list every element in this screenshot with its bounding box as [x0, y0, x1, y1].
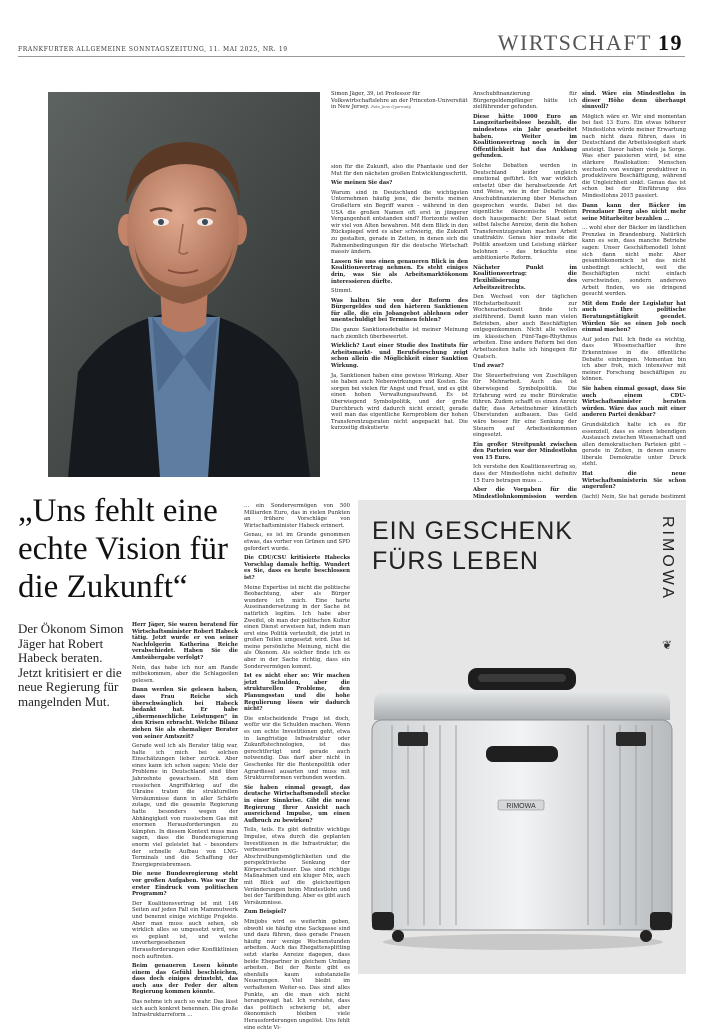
- interview-question: Dann werden Sie gelesen haben, dass Frau Reiche sich überschwänglich bei Habeck bedankt hat. Er habe „übermenschliche Leistungen“ in den Krisen erbracht. Welche Bilanz ziehen Sie als ehemaliger Berater von seiner Amtszeit?: [132, 687, 238, 740]
- interview-question: Mit dem Ende der Legislatur hat auch Ihre politische Beratungstätigkeit geendet. Würden Sie so einen Job noch einmal machen?: [582, 300, 686, 334]
- header-rule: [18, 56, 685, 57]
- interview-answer: Warum sind in Deutschland die wichtigsten Unternehmen häufig jene, die bereits meinen Großeltern ein Begriff waren – während in den USA die großen Namen oft erst in jüngerer Vergangenheit entstanden sind? Horizonte wollen wir viel von Alten bewahren. Mit dem Blick in den Rückspiegel wird es aber schwierig, die Zukunft zu gestalten, gerade in Zeiten, in denen sich die Rahmenbedingungen für die deutsche Wirtschaft massiv ändern.: [331, 189, 468, 256]
- caption-text: Simon Jäger, 39, ist Professor für Volkswirtschaftslehre an der Princeton-Universität in New Jersey.: [331, 91, 468, 111]
- interview-answer: (lacht) Nein, Sie hat gerade bestimmt: [582, 493, 686, 500]
- interview-answer: Auf jeden Fall. Ich finde es wichtig, dass Wissenschaftler ihre Erkenntnisse in die öffentliche Debatte einbringen. Momentan bin ich aber froh, mich intensiver mit meiner Forschung beschäftigen zu können.: [582, 336, 686, 383]
- article-column-4: [582, 91, 686, 533]
- interview-answer: Solche Debatten werden in Deutschland leider ungleich emotional geführt. Ich war wirklich entsetzt über die herabsetzende Art und Weise, wie in der Debatte zur Anschubfinanzierung über Menschen gesprochen wurde. Dabei ist das eigentliche ökonomische Problem doch hausgemacht: Der Staat setzt selbst falsche Anreize, denn die hohen Transferentzugsraten machen Arbeit unattraktiv. Genau hier müsste die Politik ansetzen und Leistung stärker belohnen – das bräuchte eine ambitionierte Reform.: [473, 162, 577, 262]
- interview-answer: Stimmt.: [331, 288, 353, 295]
- interview-question: Sie haben einmal gesagt, das deutsche Wirtschaftsmodell stecke in einer Sinnkrise. Gibt die neue Regierung Ihrer Ansicht nach ausreichend Impulse, um einen Aufbruch zu bewirken?: [244, 784, 350, 824]
- interview-answer: Möglich wäre er. Wir sind momentan bei fast 13 Euro. Ein etwas höherer Mindestlohn würde meiner Erwartung nach nicht dazu führen, dass in Deutschland die Arbeitslosigkeit stark ansteigt. Davor haben viele ja Sorge. Was eher passieren wird, ist eine stärkere Reallokation: Menschen wechseln von weniger produktiver in produktivere Beschäftigung, während die Ungleichheit sinkt. Genau das ist schon bei der Einführung des Mindestlohns 2015 passiert.: [582, 113, 686, 199]
- headline: „Uns fehlt eine echte Vision für die Zukunft“: [18, 493, 229, 605]
- article-column-b2: [244, 503, 350, 1034]
- interview-answer: Ich verstehe den Koalitionsvertrag so, dass der Mindestlohn nicht definitiv 15 Euro betragen muss …: [473, 464, 577, 484]
- interview-question: Dann kann der Bäcker im Prenzlauer Berg also nicht mehr seine Mitarbeiter bezahlen …: [582, 202, 686, 222]
- ad-title-line-2: FÜRS LEBEN: [372, 547, 539, 575]
- interview-answer: Die entscheidende Frage ist doch, wofür wir die Schulden machen. Wenn es um echte Investitionen geht, etwa in langfristige Infrastruktur oder Zukunftstechnologien, ist das gerechtfertigt und gerade auch notwendig. Das darf aber nicht in Geschenke für die Rentenpolitik oder Agrardiesel ausarten und muss mit Strukturreformen verbunden werden.: [244, 715, 350, 782]
- interview-question: Nächster Punkt im Koalitionsvertrag: die Flexibilisierung des Arbeitszeitrechts.: [473, 264, 577, 291]
- intro-teaser: Der Ökonom Simon Jäger hat Robert Habeck beraten. Jetzt kritisiert er die neue Regierung für mangelnden Mut.: [18, 621, 124, 709]
- ad-title: [372, 516, 573, 576]
- interview-answer: Ja, Sanktionen haben eine gewisse Wirkung. Aber sie haben auch Nebenwirkungen und Kosten. Sie sorgen bei vielen für Angst und Frust, und es gibt einen hohen Verwaltungsaufwand. Es ist überwiegend Symbolpolitik, und der große Durchbruch wird dadurch nicht erzielt, gerade weil man das eigentliche Kernproblem der hohen Transferentzugsraten nicht angepackt hat. Die kurzzeitig diskutierte: [331, 372, 468, 432]
- interview-question: Wie meinen Sie das?: [331, 180, 393, 187]
- interview-answer: … wohl eher der Bäcker im ländlichen Prenzlau in Brandenburg. Natürlich kann es sein, dass manche Betriebe sagen: Unser Geschäftsmodell lohnt sich dann nicht mehr. Aber gesamtökonomisch ist das nicht unbedingt schlecht, weil die Beschäftigten nicht einfach verschwinden, sondern anderswo Arbeit finden, wo sie dringend gesucht werden.: [582, 225, 686, 298]
- interview-question: Die neue Bundesregierung steht vor großen Aufgaben. Was war Ihr erster Eindruck vom politischen Programm?: [132, 871, 238, 898]
- interview-question: Ist es nicht eher so: Wir machen jetzt Schulden, aber die strukturellen Probleme, den Planungsstau und die hohe Regulierung lösen wir dadurch nicht?: [244, 673, 350, 713]
- interview-answer: Gerade weil ich als Berater tätig war, halte ich mich bei solchen Einschätzungen lieber zurück. Aber eines kann ich schon sagen: Viele der Probleme in Deutschland sind über Jahrzehnte gewachsen. Mit dem russischen Angriffskrieg auf die Ukraine traten die strukturellen Versäumnisse dann in aller Schärfe zutage, und die gesamte Regierung hatte besonders wegen der Abhängigkeit von russischem Gas mit enormen Herausforderungen zu kämpfen. In diesem Kontext muss man sagen, dass die Bundesregierung enorm viel geleistet hat – besonders der schnelle Aufbau von LNG-Terminals und die Schaffung der Energiepreisbremsen.: [132, 743, 238, 868]
- interview-question: Sie haben einmal gesagt, dass Sie auch einem CDU-Wirtschaftsminister beraten würden. Wäre das auch mit einer anderen Partei denkbar?: [582, 385, 686, 419]
- suitcase-brand-label: RIMOWA: [506, 803, 536, 810]
- interview-answer: Der Koalitionsvertrag ist mit 146 Seiten auf jeden Fall ein Mammutwerk und benennt einige wichtige Projekte. Aber man muss auch sehen, ob wirklich alles so umgesetzt wird, wie es geplant ist, und welche unvorhergesehenen Herausforderungen oder Konfliktlinien noch auftreten.: [132, 900, 238, 960]
- interview-question: Und zwar?: [473, 363, 504, 370]
- interview-question: Beim genaueren Lesen könnte einem das Gefühl beschleichen, dass doch einiges drinsteht, das auch aus der Feder der alten Regierung kommen könnte.: [132, 963, 238, 996]
- article-column-b1: [132, 622, 238, 1022]
- interview-answer: Nein, das habe ich nur am Rande mitbekommen, aber die Schlagzeilen gelesen.: [132, 664, 238, 684]
- interview-answer: Grundsätzlich halte ich es für essenziell, dass es einen lebendigen Austausch zwischen Wissenschaft und allen demokratischen Parteien gibt – gerade in Zeiten, in denen unsere liberale Demokratie unter Druck steht.: [582, 421, 686, 468]
- interview-question: Ein großer Streitpunkt zwischen den Parteien war der Mindestlohn von 15 Euro.: [473, 441, 577, 461]
- interview-answer: Teils, teils. Es gibt definitiv wichtige Impulse, etwa durch die geplanten Investitionen in die Infrastruktur, die verbesserten Abschreibungsmöglichkeiten und die perspektivische Senkung der Körperschaftsteuer. Das sind richtige Maßnahmen und ein kluger Mix, auch mit Blick auf die gleichzeitigen Veränderungen beim Mindestlohn und bei der Tarifbindung. Aber es gibt auch Versäumnisse.: [244, 827, 350, 906]
- interview-question: Lassen Sie uns einen genaueren Blick in den Koalitionsvertrag nehmen. Es steht einiges drin, was Sie als Arbeitsmarktökonom interessieren dürfte.: [331, 258, 468, 285]
- article-column-3: [473, 91, 577, 517]
- article-column-2: [331, 164, 468, 435]
- interview-answer: Genau, es ist im Grunde genommen etwas, das vorher von Grünen und SPD gefordert wurde.: [244, 532, 350, 552]
- interview-question: Hat die neue Wirtschaftsministerin Sie schon angerufen?: [582, 471, 686, 491]
- rimowa-logo-icon: ❦: [661, 638, 672, 652]
- photo-caption: [331, 91, 468, 111]
- ad-title-line-1: EIN GESCHENK: [372, 517, 573, 545]
- interview-question: Die CDU/CSU kritisierte Habecks Vorschlag damals heftig. Wundert es Sie, dass es heute beschlossen ist?: [244, 555, 350, 581]
- section-name: WIRTSCHAFT: [497, 30, 652, 55]
- photo-credit: Foto Jens Gyarmaty: [371, 104, 412, 110]
- interview-answer: Minijobs wird es weiterhin geben, obwohl sie häufig eine Sackgasse sind und dazu führen, dass gerade Frauen häufig nur wenige Wochenstunden arbeiten. Auch das Ehegattensplitting setzt starke Anreize dagegen, dass beide Ehepartner in gleichem Umfang arbeiten. Bei der Rente gibt es ebenfalls kaum substanzielle Neuerungen. Viel bleibt im verhaltenen Weiter-so. Das sind alles Punkte, an die man sich nicht herangewagt hat. Ich verstehe, dass das politisch schwierig ist, aber ökonomisch bleiben viele Herausforderungen ungelöst. Uns fehlt eine echte Vi-: [244, 919, 350, 1031]
- ad-brand-name: RIMOWA: [659, 516, 676, 601]
- section-title: [498, 30, 683, 56]
- interview-answer: Die Steuerbefreiung von Zuschlägen für Mehrarbeit. Auch das ist überwiegend Symbolpolitik. Die Erfahrung wird zu mehr Bürokratie führen. Zudem schafft es einen Anreiz dafür, dass Arbeitnehmer künstlich Überstunden aufbauen. Das Geld wäre besser für eine Senkung der Steuern auf Arbeitseinkommen eingesetzt.: [473, 372, 577, 439]
- interview-answer: Den Wechsel von der täglichen Höchstarbeitszeit zur Wochenarbeitszeit finde ich zielführend. Damit kann man vielen Betrieben, aber auch Beschäftigten entgegenkommen. Nicht alle wollen im klassischen Fünf-Tage-Rhythmus arbeiten. Eine andere Reform bei den Arbeitszeiten halte ich hingegen für Quatsch.: [473, 294, 577, 360]
- interview-question: Diese hätte 1000 Euro an Langzeitarbeitslose bezahlt, die mindestens ein Jahr gearbeitet haben. Weiter im Koalitionsvertrag noch in der Öffentlichkeit hat das Anklang gefunden.: [473, 113, 577, 160]
- interview-answer: Meine Expertise ist nicht die politische Beobachtung, aber als Bürger wundere ich mich. Eine harte Auseinandersetzung in der Sache ist natürlich legitim. Ich habe aber Zweifel, ob man der politischen Kultur einen Dienst erweisen hat, indem man erst eine Politik verteufelt, die jetzt in großen Teilen umgesetzt wird. Das ist meine persönliche Meinung, nicht die als Ökonom. Als solcher finde ich es aber in der Sache richtig, dass ein Sondervermögen kommt.: [244, 584, 350, 670]
- interview-question: Aber die Vorgaben für die Mindestlohnkommission werden: [473, 487, 577, 500]
- interview-question: Zum Beispiel?: [244, 909, 287, 916]
- interview-answer: Das nehme ich auch so wahr. Das lässt sich auch konkret benennen. Die große Infrastrukturreform …: [132, 999, 238, 1019]
- interview-answer: Anschubfinanzierung für Bürgergeldempfänger hätte ich zielführender gefunden.: [473, 91, 577, 111]
- rimowa-advertisement: [358, 500, 686, 974]
- interview-answer: … ein Sondervermögen von 500 Milliarden Euro, das in vielen Punkten an frühere Vorschläge von Wirtschaftsminister Habeck erinnert.: [244, 503, 350, 529]
- suitcase-image: [358, 650, 686, 960]
- page-number: 19: [658, 30, 683, 55]
- masthead: FRANKFURTER ALLGEMEINE SONNTAGSZEITUNG, 11. MAI 2025, NR. 19: [18, 46, 288, 53]
- interview-answer: sion für die Zukunft, also die Phantasie und der Mut für den nächsten großen Entwicklungsschritt.: [331, 164, 468, 177]
- interview-question: Was halten Sie von der Reform des Bürgergeldes und den härteren Sanktionen für alle, die ein Jobangebot ablehnen oder unentschuldigt bei Terminen fehlen?: [331, 297, 468, 324]
- interview-question: Wirklich? Laut einer Studie des Instituts für Arbeitsmarkt- und Berufsforschung zeigt schon allein die Möglichkeit einer Sanktion Wirkung.: [331, 343, 468, 370]
- interview-question: sind. Wäre ein Mindestlohn in dieser Höhe denn überhaupt sinnvoll?: [582, 91, 686, 111]
- interview-question: Herr Jäger, Sie waren beratend für Wirtschaftsminister Robert Habeck tätig. Jetzt wurde er von seiner Nachfolgerin Katherina Reiche verabschiedet. Haben Sie die Amtsübergabe verfolgt?: [132, 622, 238, 661]
- portrait-photo: [48, 92, 320, 477]
- interview-answer: Die ganze Sanktionsdebatte ist meiner Meinung nach ziemlich überbewertet.: [331, 327, 468, 340]
